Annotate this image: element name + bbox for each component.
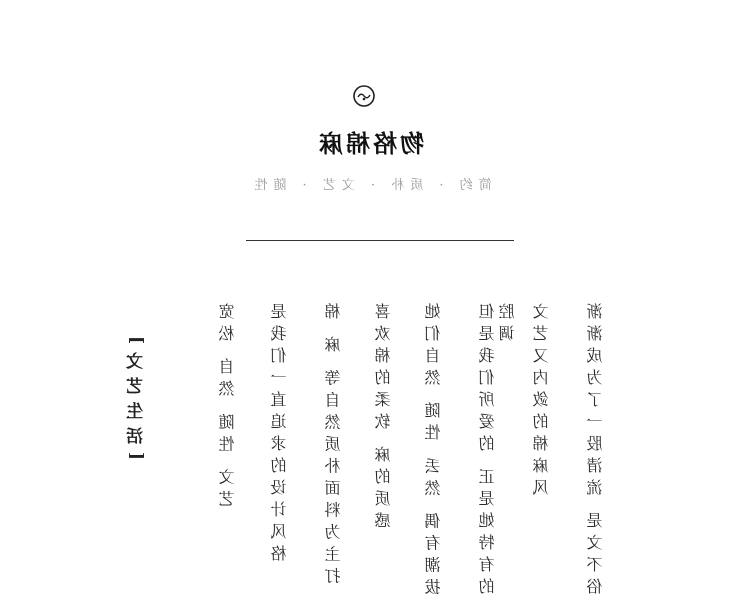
poem-column-5: 喜欢棉的柔软 麻的质感: [374, 303, 393, 535]
poem-column-8: 宽松 自然 随性 文艺: [218, 303, 237, 513]
side-label: [文艺生活]: [127, 336, 147, 469]
poem-column-3: 但是我们所爱的 正是她特有的腔调: [478, 303, 517, 601]
poem-column-2: 文艺又内敛的棉麻风: [532, 303, 551, 501]
brand-title: 物格棉麻: [316, 129, 424, 158]
brand-subtitle: 简约 · 质朴 · 文艺 · 随性: [248, 178, 492, 193]
brand-logo-icon: [352, 84, 376, 108]
poem-column-7: 是我们一直追求的设计风格: [270, 303, 289, 567]
poem-column-1: 渐渐成为了一股清流 是文不俗: [586, 303, 605, 601]
poem-column-4: 她们自然 随性 丢然 偶有潮拔: [424, 303, 443, 601]
divider-line: [246, 240, 514, 241]
poem-column-6: 棉 麻 等自然质朴面料为主打: [324, 303, 343, 590]
